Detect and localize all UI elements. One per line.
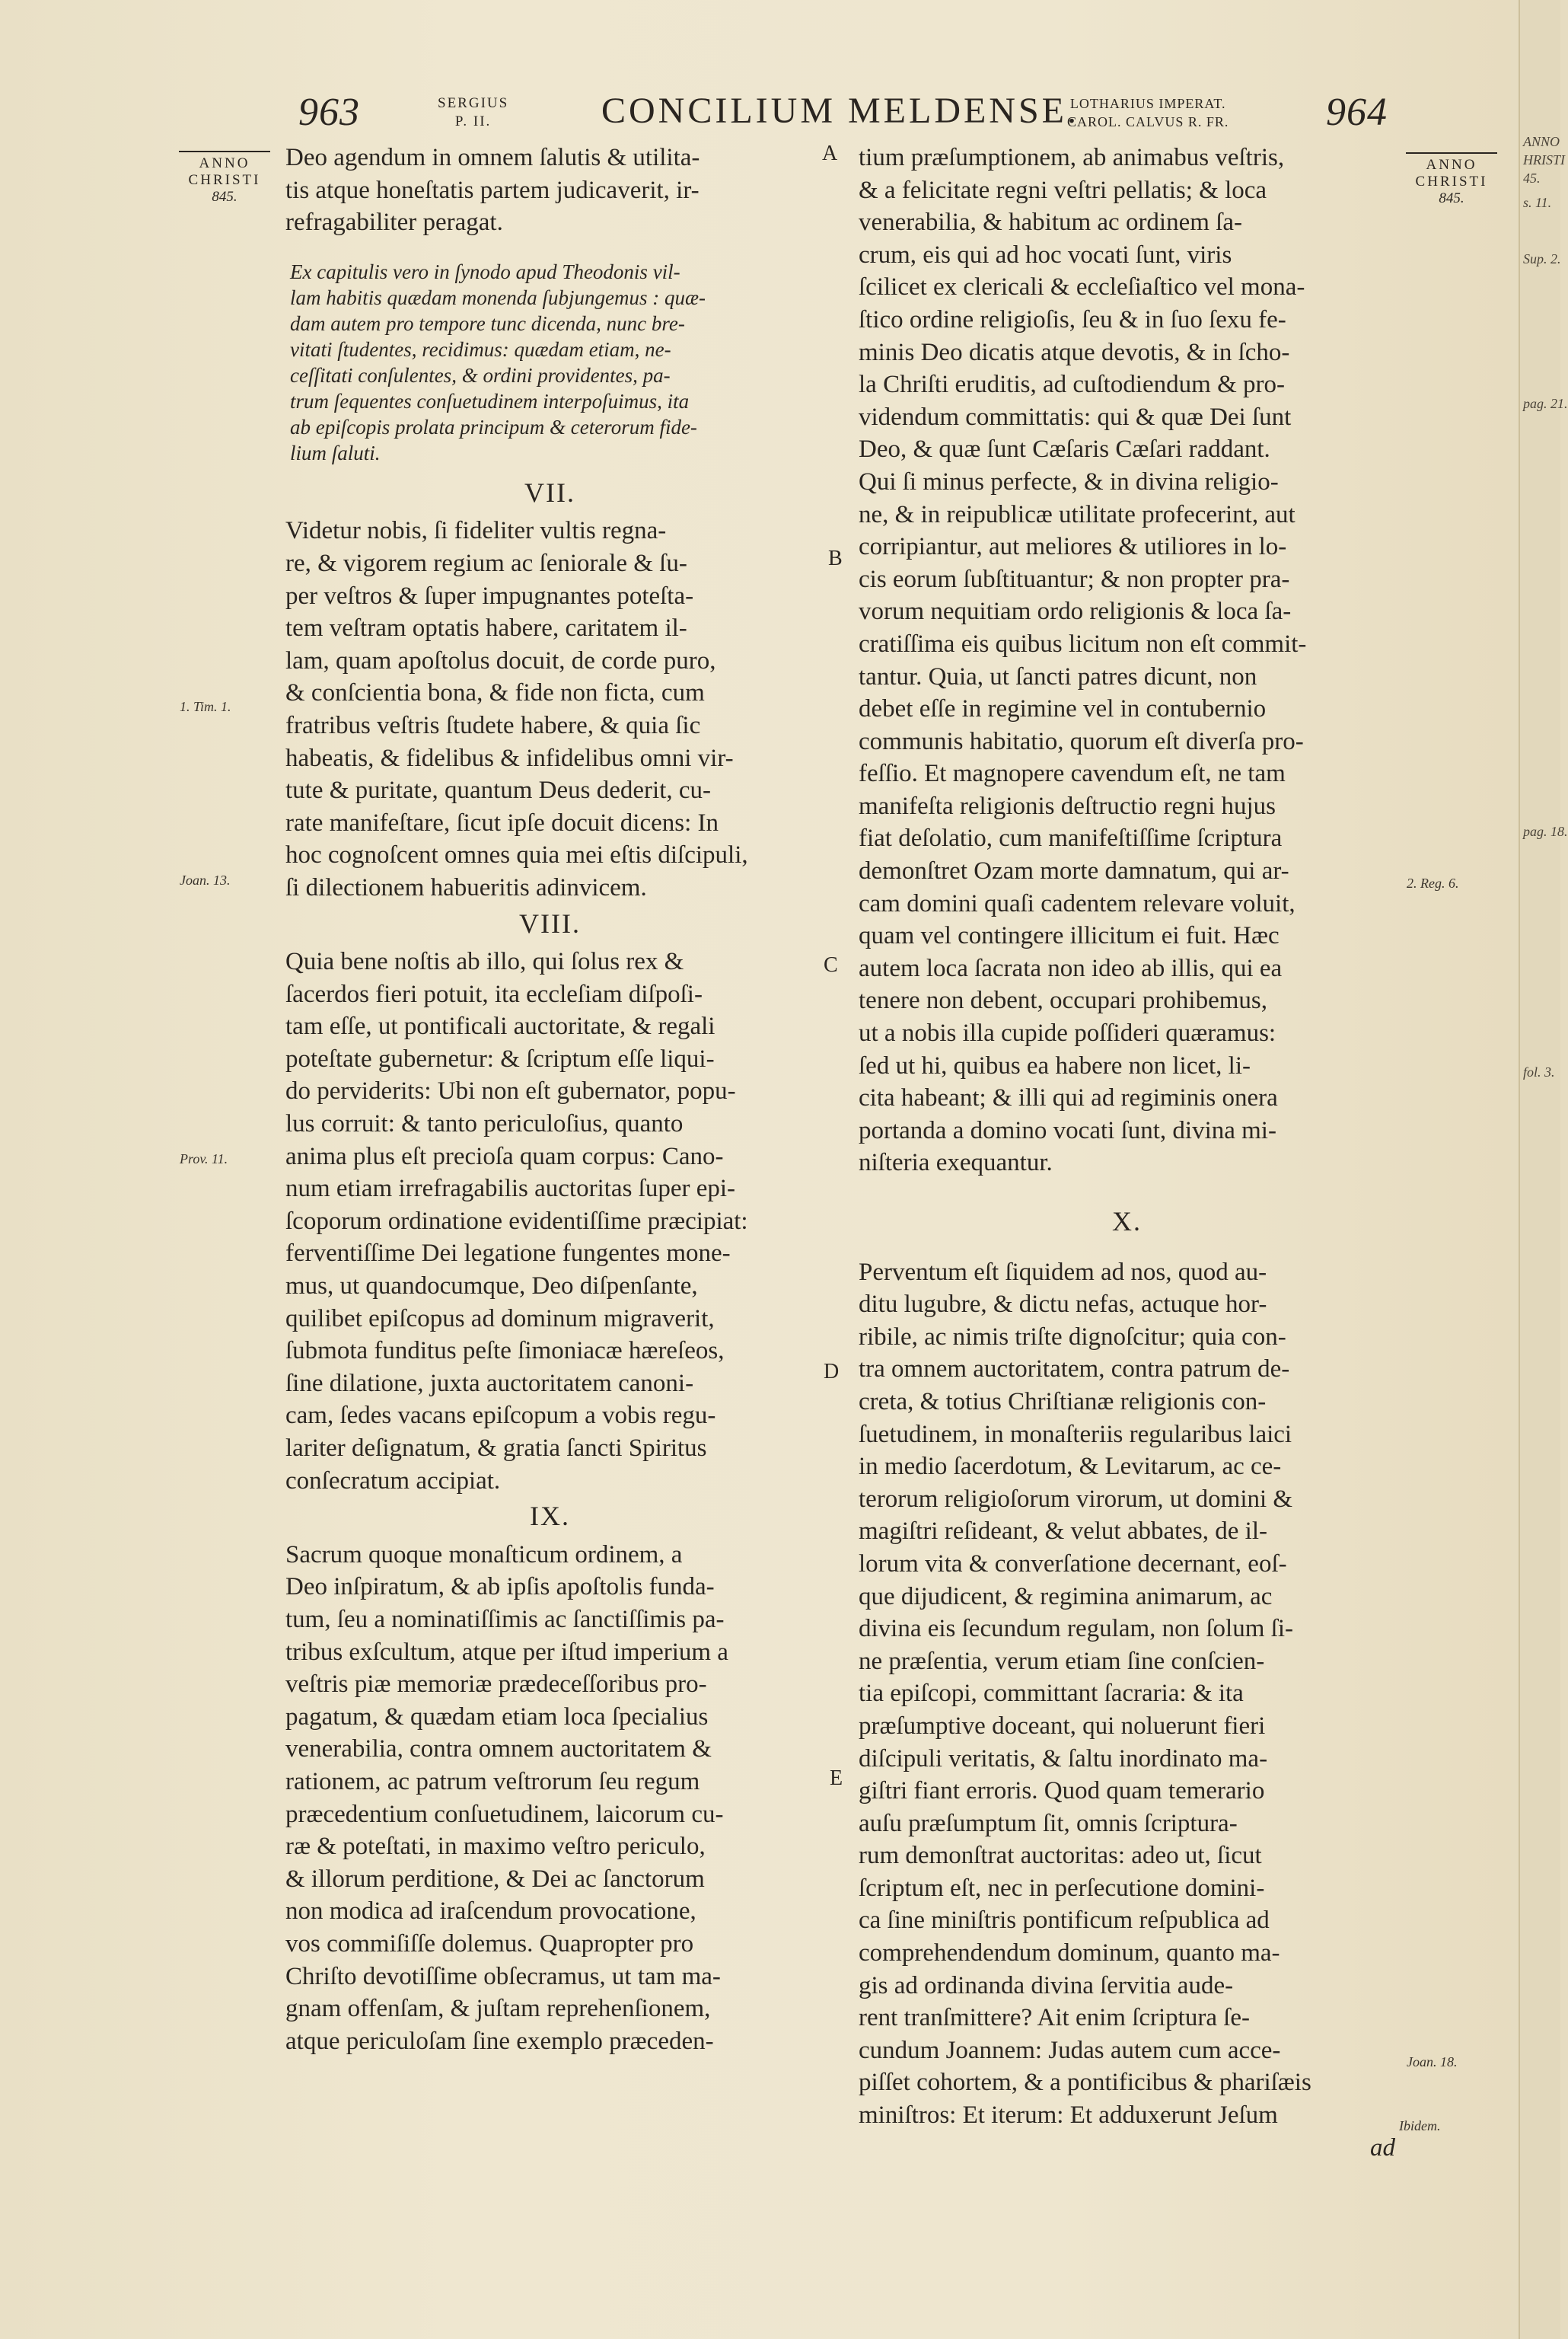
header-right-line2: CAROL. CALVUS R. FR. [1067, 114, 1229, 129]
text-line: ſine dilatione, juxta auctoritatem canoni- [285, 1369, 694, 1397]
text-line: demonſtret Ozam morte damnatum, qui ar- [859, 857, 1289, 886]
text-line: atque periculoſam ſine exemplo præceden- [285, 2027, 714, 2055]
text-line: rum demonſtrat auctoritas: adeo ut, ſicut [859, 1842, 1262, 1870]
text-line: Perventum eſt ſiquidem ad nos, quod au- [859, 1258, 1267, 1286]
text-line: ab epiſcopis prolata principum & ceterorum fide- [290, 415, 697, 439]
text-line: ferventiſſime Dei legatione fungentes mone- [285, 1240, 731, 1268]
text-line: pagatum, & quædam etiam loca ſpecialius [285, 1702, 709, 1731]
text-line: Chriſto devotiſſime obſecramus, ut tam ma- [285, 1962, 721, 1990]
text-line: auſu præſumptum ſit, omnis ſcriptura- [859, 1809, 1238, 1837]
margin-letter-a: A [822, 142, 838, 165]
text-line: communis habitatio, quorum eſt diverſa pro- [859, 727, 1304, 755]
text-line: tenere non debent, occupari prohibemus, [859, 987, 1267, 1015]
text-line: ſcoporum ordinatione evidentiſſime præcipiat: [285, 1207, 748, 1235]
text-line: poteſtate gubernetur: & ſcriptum eſſe liqui- [285, 1045, 715, 1073]
text-line: fiat deſolatio, cum manifeſtiſſime ſcriptura [859, 825, 1283, 853]
header-right-small [1067, 94, 1229, 131]
header-left-line2: P. II. [454, 113, 492, 129]
anno-line: ANNO [1426, 157, 1477, 173]
margin-letter-e: E [830, 1766, 843, 1790]
text-line: do perviderits: Ubi non eſt gubernator, popu- [285, 1077, 736, 1106]
text-line: tium præſumptionem, ab animabus veſtris, [859, 144, 1285, 171]
text-line: habeatis, & fidelibus & infidelibus omni vir- [285, 744, 734, 772]
text-line: lus corruit: & tanto periculoſius, quanto [285, 1110, 684, 1138]
text-line: hoc cognoſcent omnes quia mei eſtis diſcipuli, [285, 841, 748, 870]
text-line: gnam offenſam, & juſtam reprehenſionem, [285, 1995, 711, 2023]
text-line: lam, quam apoſtolus docuit, de corde puro, [285, 646, 716, 675]
text-line: venerabilia, contra omnem auctoritatem & [285, 1735, 712, 1763]
text-line: ditu lugubre, & dictu nefas, actuque hor- [859, 1291, 1267, 1319]
text-line: ſcilicet ex clericali & eccleſiaſtico vel mona- [859, 273, 1305, 302]
next-page-fragment: pag. 18. [1523, 824, 1568, 839]
text-line: ræ & poteſtati, in maximo veſtro periculo, [285, 1833, 706, 1861]
text-line: vorum nequitiam ordo religionis & loca ſa- [859, 598, 1292, 626]
text-line: cratiſſima eis quibus licitum non eſt commit- [859, 630, 1307, 658]
text-line: ceſſitati conſulentes, & ordini providentes, pa- [290, 363, 671, 387]
margin-note-reference: Joan. 18. [1407, 2054, 1458, 2069]
anno-line: ANNO [199, 155, 250, 171]
section-x-text [859, 1256, 1395, 2132]
text-line: niſteria exequantur. [859, 1149, 1053, 1177]
italic-preface [290, 259, 814, 466]
intro-paragraph [285, 142, 814, 239]
page-number-left: 963 [298, 91, 360, 134]
margin-note-reference: Ibidem. [1399, 2118, 1441, 2133]
next-page-fragment: HRISTI [1523, 152, 1565, 168]
text-line: fratribus veſtris ſtudete habere, & quia ſic [285, 711, 701, 739]
text-line: mus, ut quandocumque, Deo diſpenſante, [285, 1272, 698, 1300]
text-line: lariter deſignatum, & gratia ſancti Spiritus [285, 1434, 707, 1462]
text-line: Qui ſi minus perfecte, & in divina religio- [859, 467, 1279, 496]
section-heading-x: X. [1112, 1206, 1142, 1237]
text-line: tum, ſeu a nominatiſſimis ac ſanctiſſimis pa- [285, 1605, 725, 1633]
text-line: refragabiliter peragat. [285, 209, 503, 237]
text-line: videndum committatis: qui & quæ Dei ſunt [859, 403, 1292, 431]
text-line: corripiantur, aut meliores & utiliores in lo- [859, 533, 1287, 561]
text-line: re, & vigorem regium ac ſeniorale & ſu- [285, 549, 687, 577]
text-line: præcedentium conſuetudinem, laicorum cu- [285, 1800, 724, 1828]
text-line: anima plus eſt precioſa quam corpus: Cano- [285, 1142, 724, 1170]
text-line: Deo inſpiratum, & ab ipſis apoſtolis funda- [285, 1573, 715, 1601]
text-line: ſcriptum eſt, nec in perſecutione domini- [859, 1874, 1265, 1902]
text-line: tra omnem auctoritatem, contra patrum de- [859, 1355, 1290, 1383]
text-line: ſubmota funditus peſte ſimoniacæ hæreſeos, [285, 1337, 725, 1365]
text-line: tis atque honeſtatis partem judicaverit, ir- [285, 176, 700, 204]
text-line: trum ſequentes conſuetudinem interpoſuimus, ita [290, 389, 690, 413]
page-fold [1511, 0, 1519, 2339]
text-line: portanda a domino vocati ſunt, divina mi- [859, 1116, 1276, 1144]
margin-note-reference: 1. Tim. 1. [180, 699, 231, 714]
next-page-fragment: fol. 3. [1523, 1064, 1555, 1080]
text-line: Sacrum quoque monaſticum ordinem, a [285, 1540, 683, 1568]
margin-note-reference: 2. Reg. 6. [1407, 876, 1459, 891]
next-page-edge [1519, 0, 1568, 2339]
anno-year: 845. [212, 189, 237, 205]
text-line: piſſet cohortem, & a pontificibus & phariſæis [859, 2069, 1311, 2097]
text-line: creta, & totius Chriſtianæ religionis con- [859, 1387, 1267, 1415]
text-line: giſtri fiant erroris. Quod quam temerario [859, 1777, 1265, 1805]
text-line: debet eſſe in regimine vel in contubernio [859, 695, 1267, 723]
text-line: la Chriſti eruditis, ad cuſtodiendum & pro- [859, 371, 1285, 399]
text-line: feſſio. Et magnopere cavendum eſt, ne tam [859, 760, 1286, 788]
text-line: veſtris piæ memoriæ prædeceſſoribus pro- [285, 1670, 707, 1699]
text-line: lium ſaluti. [290, 441, 381, 464]
margin-note-reference: Joan. 13. [180, 873, 231, 888]
text-line: tute & puritate, quantum Deus dederit, cu- [285, 777, 712, 805]
text-line: cundum Joannem: Judas autem cum acce- [859, 2036, 1281, 2064]
text-line: que dijudicent, & regimina animarum, ac [859, 1582, 1273, 1610]
text-line: ſed ut hi, quibus ea habere non licet, li- [859, 1051, 1251, 1080]
text-line: Deo, & quæ ſunt Cæſaris Cæſari raddant. [859, 436, 1270, 464]
text-line: ut a nobis illa cupide poſſideri quæramus: [859, 1020, 1276, 1048]
next-page-fragment: pag. 21. [1523, 396, 1568, 411]
header-right-line1: LOTHARIUS IMPERAT. [1069, 96, 1226, 111]
text-line: rate manifeſtare, ſicut ipſe docuit dicens: In [285, 809, 719, 837]
margin-letter-c: C [824, 953, 838, 977]
text-line: diſcipuli veritatis, & ſaltu inordinato ma- [859, 1744, 1268, 1773]
next-page-fragment: ANNO [1523, 134, 1560, 149]
text-line: ſi dilectionem habueritis adinvicem. [285, 873, 647, 901]
text-line: ca ſine miniſtris pontificum reſpublica ad [859, 1907, 1270, 1935]
text-line: crum, eis qui ad hoc vocati ſunt, viris [859, 241, 1232, 269]
text-line: Ex capitulis vero in ſynodo apud Theodonis vil- [290, 260, 680, 283]
text-line: tam eſſe, ut pontificali auctoritate, & regali [285, 1013, 715, 1041]
text-line: non modica ad iraſcendum provocatione, [285, 1897, 696, 1926]
text-line: tia epiſcopi, committant ſacraria: & ita [859, 1680, 1244, 1708]
text-line: cis eorum ſubſtituantur; & non propter pra- [859, 565, 1290, 593]
text-line: comprehendendum dominum, quanto ma- [859, 1939, 1280, 1967]
text-line: cita habeant; & illi qui ad regiminis onera [859, 1084, 1278, 1112]
continuation-paragraph [859, 142, 1395, 1179]
anno-rule [1406, 152, 1497, 154]
next-page-fragment: 45. [1523, 171, 1541, 186]
right-column [859, 142, 1395, 2164]
text-line: autem loca ſacrata non ideo ab illis, qui ea [859, 954, 1283, 982]
margin-letter-b: B [828, 547, 843, 570]
text-line: num etiam irrefragabilis auctoritas ſuper epi- [285, 1175, 736, 1203]
text-line: & conſcientia bona, & fide non ficta, cum [285, 679, 705, 707]
anno-rule [179, 151, 270, 152]
header-left-small [438, 94, 508, 131]
text-line: dam autem pro tempore tunc dicenda, nunc bre- [290, 311, 685, 335]
text-line: conſecratum accipiat. [285, 1466, 501, 1495]
anno-year: 845. [1439, 190, 1464, 206]
text-line: vitati ſtudentes, recidimus: quædam etiam, ne- [290, 337, 671, 361]
section-heading-viii: VIII. [519, 908, 581, 939]
catchword: ad [1370, 2133, 1395, 2162]
text-line: ſtico ordine religioſis, ſeu & in ſuo ſexu fe- [859, 305, 1286, 333]
margin-note-reference: Prov. 11. [180, 1151, 228, 1166]
text-line: & illorum perditione, & Dei ac ſanctorum [285, 1865, 705, 1893]
next-page-fragment: Sup. 2. [1523, 251, 1561, 266]
anno-christi-right [1402, 152, 1501, 207]
text-line: ſacerdos fieri potuit, ita eccleſiam diſpoſi- [285, 980, 703, 1008]
text-line: ne, & in reipublicæ utilitate profecerint, aut [859, 500, 1296, 528]
text-line: minis Deo dicatis atque devotis, & in ſcho- [859, 338, 1290, 366]
text-line: gis ad ordinanda divina ſervitia aude- [859, 1971, 1234, 1999]
section-vii-text [285, 515, 814, 904]
section-heading-ix: IX. [530, 1501, 570, 1532]
text-line: terorum religioſorum virorum, ut domini & [859, 1485, 1293, 1513]
text-line: lam habitis quædam monenda ſubjungemus : quæ- [290, 286, 706, 309]
text-line: in medio ſacerdotum, & Levitarum, ac ce- [859, 1453, 1282, 1481]
text-line: Quia bene noſtis ab illo, qui ſolus rex & [285, 948, 684, 976]
text-line: tantur. Quia, ut ſancti patres dicunt, non [859, 662, 1257, 691]
anno-christi-left [175, 151, 274, 206]
section-ix-text [285, 1539, 814, 2058]
page-number-right: 964 [1326, 91, 1388, 134]
text-line: quam vel contingere illicitum ei fuit. Hæc [859, 922, 1280, 950]
text-line: tem veſtram optatis habere, caritatem il- [285, 614, 687, 643]
text-line: vos commiſiſſe dolemus. Quapropter pro [285, 1929, 694, 1958]
left-column [285, 142, 814, 2057]
text-line: magiſtri reſideant, & velut abbates, de il- [859, 1517, 1267, 1546]
section-heading-vii: VII. [524, 477, 575, 508]
text-line: cam domini quaſi cadentem relevare voluit, [859, 889, 1296, 917]
text-line: quilibet epiſcopus ad dominum migraverit, [285, 1304, 715, 1332]
text-line: cam, ſedes vacans epiſcopum a vobis regu- [285, 1402, 716, 1430]
next-page-fragment: s. 11. [1523, 195, 1552, 210]
section-viii-text [285, 946, 814, 1497]
text-line: ribile, ac nimis triſte dignoſcitur; quia con- [859, 1323, 1286, 1351]
text-line: manifeſta religionis deſtructio regni hujus [859, 792, 1276, 820]
header-left-line1: SERGIUS [438, 95, 509, 111]
anno-line: CHRISTI [188, 172, 261, 188]
anno-line: CHRISTI [1415, 174, 1488, 190]
text-line: Videtur nobis, ſi fideliter vultis regna- [285, 517, 667, 545]
text-line: rationem, ac patrum veſtrorum ſeu regum [285, 1767, 700, 1795]
text-line: ſuetudinem, in monaſteriis regularibus laici [859, 1420, 1292, 1448]
text-line: divina eis ſecundum regulam, non ſolum ſi- [859, 1615, 1293, 1643]
text-line: lorum vita & converſatione decernant, eoſ- [859, 1549, 1287, 1578]
text-line: miniſtros: Et iterum: Et adduxerunt Jeſum [859, 2101, 1278, 2130]
margin-letter-d: D [824, 1360, 840, 1383]
text-line: per veſtros & ſuper impugnantes poteſta- [285, 582, 694, 610]
text-line: & a felicitate regni veſtri pellatis; & loca [859, 176, 1267, 204]
text-line: rent tranſmittere? Ait enim ſcriptura ſe- [859, 2004, 1251, 2032]
text-line: Deo agendum in omnem ſalutis & utilita- [285, 144, 700, 171]
page-title: CONCILIUM MELDENSE. [601, 91, 1079, 131]
text-line: præſumptive doceant, qui noluerunt fieri [859, 1712, 1266, 1740]
text-line: ne præſentia, verum etiam ſine conſcien- [859, 1647, 1265, 1675]
text-line: venerabilia, & habitum ac ordinem ſa- [859, 209, 1242, 237]
text-line: tribus exſcultum, atque per iſtud imperium a [285, 1638, 728, 1666]
